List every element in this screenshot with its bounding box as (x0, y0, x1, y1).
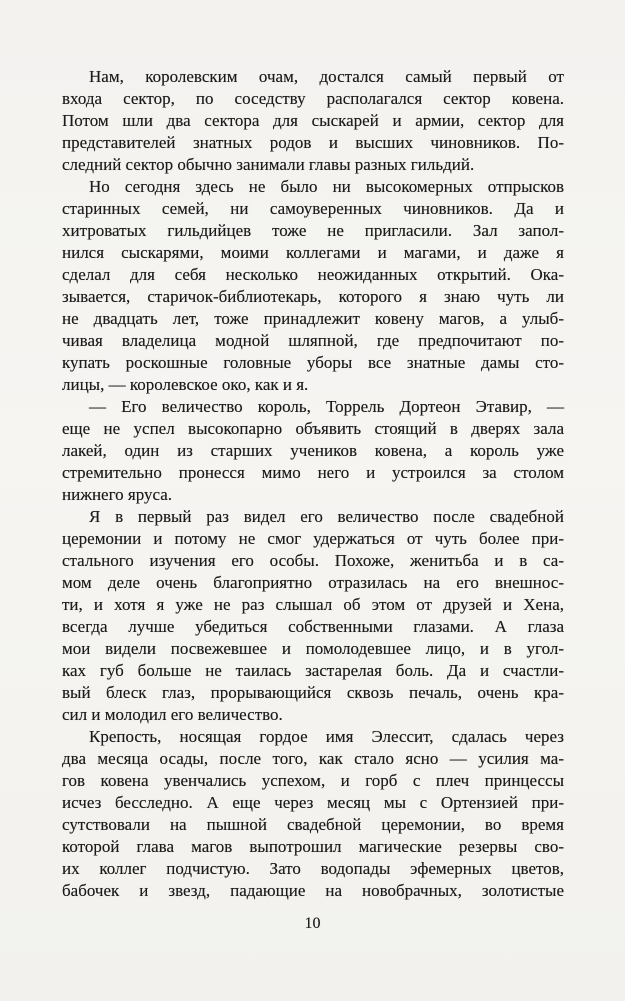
text-line: входа сектор, по соседству располагался сектор ковена. (62, 89, 564, 108)
text-line: купать роскошные головные уборы все знатные дамы сто- (62, 353, 564, 372)
paragraph (62, 176, 564, 396)
text-line: сделал для себя несколько неожиданных открытий. Ока- (62, 265, 564, 284)
text-line: стального изучения его особы. Похоже, женитьба и в са- (62, 551, 564, 570)
text-line: всегда лучше убедиться собственными глазами. А глаза (62, 617, 564, 636)
text-line: которой глава магов выпотрошил магические резервы сво- (62, 837, 564, 856)
text-line: мом деле очень благоприятно отразилась на его внешнос- (62, 573, 564, 592)
text-line: Крепость, носящая гордое имя Элессит, сдалась через (89, 727, 564, 746)
text-line: два месяца осады, после того, как стало ясно — усилия ма- (62, 749, 564, 768)
text-line: не двадцать лет, тоже принадлежит ковену магов, а улыб- (62, 309, 564, 328)
text-line: мои видели посвежевшее и помолодевшее лицо, и в угол- (62, 639, 564, 658)
text-line: лакей, один из старших учеников ковена, а король уже (62, 441, 564, 460)
text-line: вый блеск глаз, прорывающийся сквозь печаль, очень кра- (62, 683, 564, 702)
page-number: 10 (304, 915, 321, 932)
paragraph (62, 396, 564, 506)
text-line: Я в первый раз видел его величество после свадебной (89, 507, 564, 526)
text-line: хитроватых гильдийцев тоже не пригласили. Зал запол- (62, 221, 564, 240)
text-column (62, 66, 564, 902)
paragraph (62, 66, 564, 176)
paragraph (62, 506, 564, 726)
text-line: их коллег подчистую. Зато водопады эфемерных цветов, (62, 859, 564, 878)
text-line: чивая владелица модной шляпной, где предпочитают по- (62, 331, 564, 350)
text-line: лицы, — королевское око, как и я. (62, 375, 309, 394)
text-line: представителей знатных родов и высших чиновников. По- (62, 133, 564, 152)
text-line: старинных семей, ни самоуверенных чиновников. Да и (62, 199, 564, 218)
text-line: гов ковена увенчались успехом, и горб с плеч принцессы (62, 771, 564, 790)
text-line: стремительно пронесся мимо него и устроился за столом (62, 463, 564, 482)
text-line: — Его величество король, Торрель Дортеон Этавир, — (89, 397, 564, 416)
text-line: ти, и хотя я уже не раз слышал об этом от друзей и Хена, (62, 595, 564, 614)
text-line: церемонии и потому не смог удержаться от чуть более при- (62, 529, 564, 548)
text-line: сутствовали на пышной свадебной церемонии, во время (62, 815, 564, 834)
text-line: сил и молодил его величество. (62, 705, 283, 724)
text-line: следний сектор обычно занимали главы разных гильдий. (62, 155, 475, 174)
paragraph (62, 726, 564, 902)
text-line: зывается, старичок-библиотекарь, которого я знаю чуть ли (62, 287, 564, 306)
text-line: Но сегодня здесь не было ни высокомерных отпрысков (89, 177, 564, 196)
text-line: ках губ больше не таилась застарелая боль. Да и счастли- (62, 661, 564, 680)
text-line: бабочек и звезд, падающие на новобрачных, золотистые (62, 881, 564, 900)
text-line: Нам, королевским очам, достался самый первый от (89, 67, 564, 86)
text-line: Потом шли два сектора для сыскарей и армии, сектор для (62, 111, 564, 130)
text-line: исчез бесследно. А еще через месяц мы с Ортензией при- (62, 793, 564, 812)
text-line: нился сыскарями, моими коллегами и магами, и даже я (62, 243, 564, 262)
text-line: нижнего яруса. (62, 485, 173, 504)
text-line: еще не успел высокопарно объявить стоящий в дверях зала (62, 419, 564, 438)
